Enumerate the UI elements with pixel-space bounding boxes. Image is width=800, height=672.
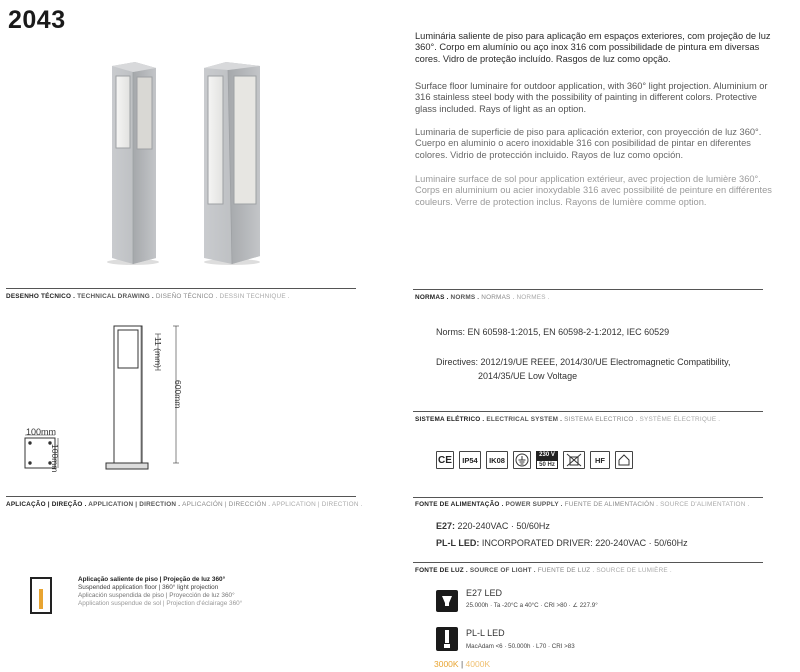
light-source-name-pll: PL-L LED (466, 628, 505, 638)
norms-line: Norms: EN 60598-1:2015, EN 60598-2-1:2012, IEC 60529 (436, 327, 670, 337)
directives-line-2: 2014/35/UE Low Voltage (478, 371, 578, 381)
dimension-width: 100mm (26, 427, 57, 437)
color-temperatures: 3000K | 4000K (434, 659, 491, 669)
luminaire-side-view (204, 62, 260, 265)
power-e27: E27: 220-240VAC · 50/60Hz (436, 521, 550, 531)
description-pt: Luminária saliente de piso para aplicação em espaços exteriores, com projeção de luz 360°. Corpo em alumínio ou aço inox 316 com possibilidade de pintura em diversas cores. Vidro de proteção incluído. Rasgos de luz como opção. (415, 31, 771, 64)
directives-line: Directives: 2012/19/UE REEE, 2014/30/UE Electromagnetic Compatibility, (436, 357, 731, 367)
section-title-electrical: SISTEMA ELÉTRICO . ELECTRICAL SYSTEM . SISTEMA ELECTRICO . SYSTÈME ÉLECTRIQUE . (415, 416, 721, 423)
ip-rating-icon: IP54 (459, 451, 481, 469)
outdoor-house-icon (615, 451, 633, 469)
divider (413, 411, 763, 412)
divider (413, 289, 763, 290)
luminaire-front-view (107, 62, 159, 265)
description-fr: Luminaire surface de sol pour application extérieur, avec projection de lumière 360°. Corps en aluminium ou acier inoxydable 316 avec possibilité de peinture en différentes couleurs. Verre de protection inclus. Rayons de lumière comme option. (415, 174, 772, 207)
e27-lamp-icon (436, 590, 458, 612)
section-title-light-source: FONTE DE LUZ . SOURCE OF LIGHT . FUENTE DE LUZ . SOURCE DE LUMIÈRE . (415, 567, 672, 574)
section-title-power: FONTE DE ALIMENTAÇÃO . POWER SUPPLY . FUENTE DE ALIMENTACIÓN . SOURCE D'ALIMENTATION . (415, 501, 750, 508)
section-title-application: APLICAÇÃO | DIREÇÃO . APPLICATION | DIRECTION . APLICACIÓN | DIRECCIÓN . APPLICATION | DIRECTION . (6, 501, 363, 508)
earth-class-icon (513, 451, 531, 469)
product-code: 2043 (8, 6, 66, 34)
dimension-depth: 100mm (50, 444, 60, 473)
product-photo (100, 58, 275, 270)
application-description: Aplicação saliente de piso | Projeção de luz 360° Suspended application floor | 360° light projection Aplicación suspendida de piso | Proyección de luz 360° Application suspendue de sol | Projection d'éclairage 360° (78, 576, 243, 607)
dimension-height: 600mm (173, 380, 183, 409)
voltage-icon: 230 V 50 Hz (536, 451, 558, 469)
light-source-specs-pll: MacAdam <6 · 50.000h · L70 · CRI >83 (466, 643, 575, 650)
divider (6, 288, 356, 289)
certification-icons (436, 451, 633, 469)
divider (413, 497, 763, 498)
divider (6, 496, 356, 497)
power-pll-led: PL-L LED: INCORPORATED DRIVER: 220-240VAC · 50/60Hz (436, 538, 688, 548)
pll-lamp-icon (436, 627, 458, 651)
ce-mark-icon: CE (436, 451, 454, 469)
application-icon (30, 577, 52, 614)
hf-icon: HF (590, 451, 610, 469)
description-en: Surface floor luminaire for outdoor application, with 360° light projection. Aluminium or 316 stainless steel body with the possibility of painting in different colors. Protective glass included. Rays of light as an option. (415, 81, 768, 114)
section-title-drawing: DESENHO TÉCNICO . TECHNICAL DRAWING . DISEÑO TÉCNICO . DESSIN TECHNIQUE . (6, 293, 290, 300)
dimension-top: 11 (mm) (153, 337, 163, 369)
ik-rating-icon: IK08 (486, 451, 508, 469)
description-es: Luminaria de superficie de piso para aplicación exterior, con proyección de luz 360°. Cuerpo en aluminio o acero inoxidable 316 con posibilidad de pintar en diferentes colores. Vidrio de protección incluido. Rayos de luz como opción. (415, 127, 762, 160)
light-source-specs-e27: 25.000h · Ta -20°C a 40°C · CRI >80 · ∠ 227.9° (466, 602, 598, 609)
no-waste-bin-icon (563, 451, 585, 469)
color-temp-4000k: 4000K (465, 659, 491, 669)
color-temp-3000k: 3000K (434, 659, 459, 669)
section-title-norms: NORMAS . NORMS . NORMAS . NORMES . (415, 294, 550, 301)
divider (413, 562, 763, 563)
light-source-name-e27: E27 LED (466, 588, 503, 598)
